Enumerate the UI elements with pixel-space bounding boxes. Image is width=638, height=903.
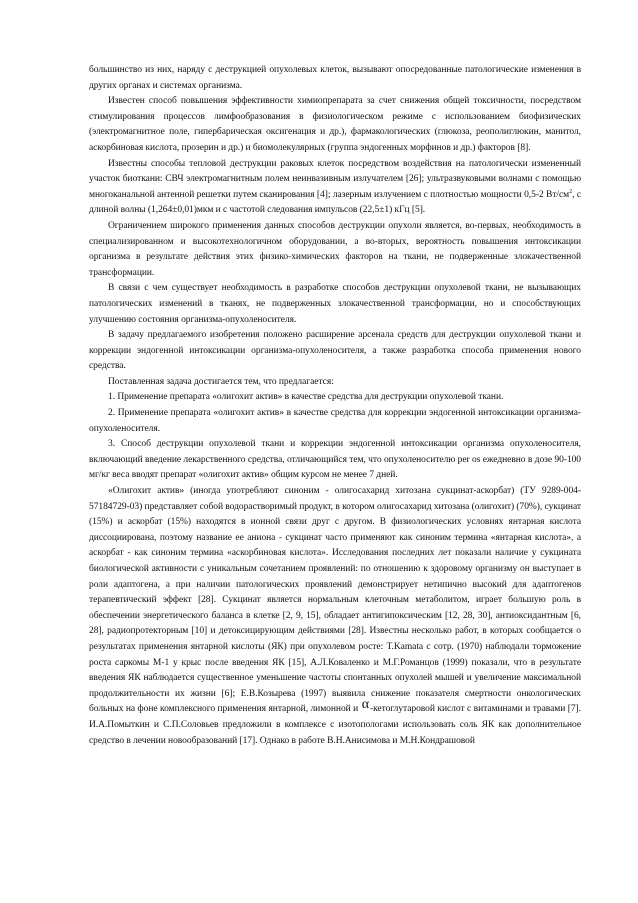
document-page (89, 63, 581, 749)
paragraph-text: , с длиной волны (1,264±0,01)мкм и с частотой следования импульсов (22,5±1) кГц [5]. (89, 189, 581, 216)
alpha-symbol: α (361, 697, 369, 713)
paragraph-text: «Олигохит актив» (иногда употребляют синоним - олигосахарид хитозана сукцинат-аскорбат) (ТУ 9289-004-57184729-03) представляет собой водорастворимый продукт, в котором олигосахарид хитозана (олигохит) (70%), сукцинат (15%) и аскорбат (15%) находятся в ионной связи друг с другом. В физиологических условиях янтарная кислота диссоциирована, поэтому название ее аниона - сукцинат часто применяют как синоним термина «янтарная кислота», а аскорбат - как синоним термина «аскорбиновая кислота». Исследования последних лет показали наличие у сукцината биологической активности с уникальным сочетанием проявлений: по отношению к здоровому организму он выступает в роли адаптогена, а при наличии патологических проявлений демонстрирует нетипично высокий для адаптогенов терапевтический эффект [28]. Сукцинат является нормальным клеточным метаболитом, играет большую роль в обеспечении энергетического баланса в клетке [2, 9, 15], обладает антигипоксическим [12, 28, 30], антиоксидантным [6, 28], радиопротекторным [10] и детоксицирующим действиями [28]. Известны несколько работ, в которых сообщается о результатах применения янтарной кислоты (ЯК) при опухолевом росте: T.Kamata с сотр. (1970) наблюдали торможение роста саркомы М-1 у крыс после введения ЯК [15], А.Л.Коваленко и М.Г.Романцов (1999) показали, что в результате введения ЯК наблюдается существенное уменьшение частоты спонтанных опухолей мышей и увеличение максимальной продолжительности их жизни [6]; Е.В.Козырева (1997) выявила снижение показателя смертности онкологических больных на фоне комплексного применения янтарной, лимонной и (89, 486, 581, 715)
paragraph: Ограничением широкого применения данных способов деструкции опухоли является, во-первых, необходимость в специализированном и высокотехнологичном оборудовании, а во-вторых, вероятность повышения интоксикации организма в результате действия этих физико-химических факторов на ткани, не подверженные злокачественной трансформации. (89, 220, 581, 278)
list-item: 2. Применение препарата «олигохит актив» в качестве средства для коррекции эндогенной интоксикации организма-опухоленосителя. (89, 408, 581, 434)
list-item: 3. Способ деструкции опухолевой ткани и коррекции эндогенной интоксикации организма опухоленосителя, включающий введение лекарственного средства, отличающийся тем, что опухоленосителю per os ежедневно в дозе 90-100 мг/кг веса вводят препарат «олигохит актив» общим курсом не менее 7 дней. (89, 439, 581, 481)
list-item: 1. Применение препарата «олигохит актив» в качестве средства для деструкции опухолевой ткани. (108, 392, 504, 403)
paragraph (89, 157, 581, 219)
paragraph (89, 484, 581, 749)
paragraph: В задачу предлагаемого изобретения положено расширение арсенала средств для деструкции опухолевой ткани и коррекции эндогенной интоксикации организма-опухоленосителя, а также разработка способа применения нового средства. (89, 330, 581, 372)
paragraph-text: Известны способы тепловой деструкции раковых клеток посредством воздействия на патологически измененный участок биоткани: СВЧ электромагнитным полем неинвазивным излучателем [26]; ультразвуковыми волнами с помощью многоканальной антенной решетки путем сканирования [4]; лазерным излучением с плотностью мощности 0,5-2 Вт/см (89, 158, 581, 200)
paragraph-text: -кетоглутаровой кислот с витаминами и травами [7]. И.А.Помыткин и С.П.Соловьев предложили в комплексе с изотопологами использовать соль ЯК как дополнительное средство в лечении новообразований [17]. Однако в работе В.Н.Анисимова и М.Н.Кондрашовой (89, 704, 581, 746)
paragraph: Поставленная задача достигается тем, что предлагается: (108, 376, 334, 387)
superscript: 2 (569, 188, 573, 195)
paragraph: В связи с чем существует необходимость в разработке способов деструкции опухолевой ткани, не вызывающих патологических изменений в тканях, не подверженных злокачественной трансформации, но и способствующих улучшению состояния организма-опухоленосителя. (89, 283, 581, 325)
paragraph: большинство из них, наряду с деструкцией опухолевых клеток, вызывают опосредованные патологические изменения в других органах и системах организма. (89, 65, 581, 91)
paragraph: Известен способ повышения эффективности химиопрепарата за счет снижения общей токсичности, посредством стимулирования процессов лимфообразования в физиологическом режиме с использованием биофизических (электромагнитное поле, гипербарическая оксигенация и др.), фармакологических (глюкоза, реополиглюкин, манитол, аскорбиновая кислота, прозерин и др.) и биомолекулярных (группа эндогенных морфинов и др.) факторов [8]. (89, 96, 581, 153)
